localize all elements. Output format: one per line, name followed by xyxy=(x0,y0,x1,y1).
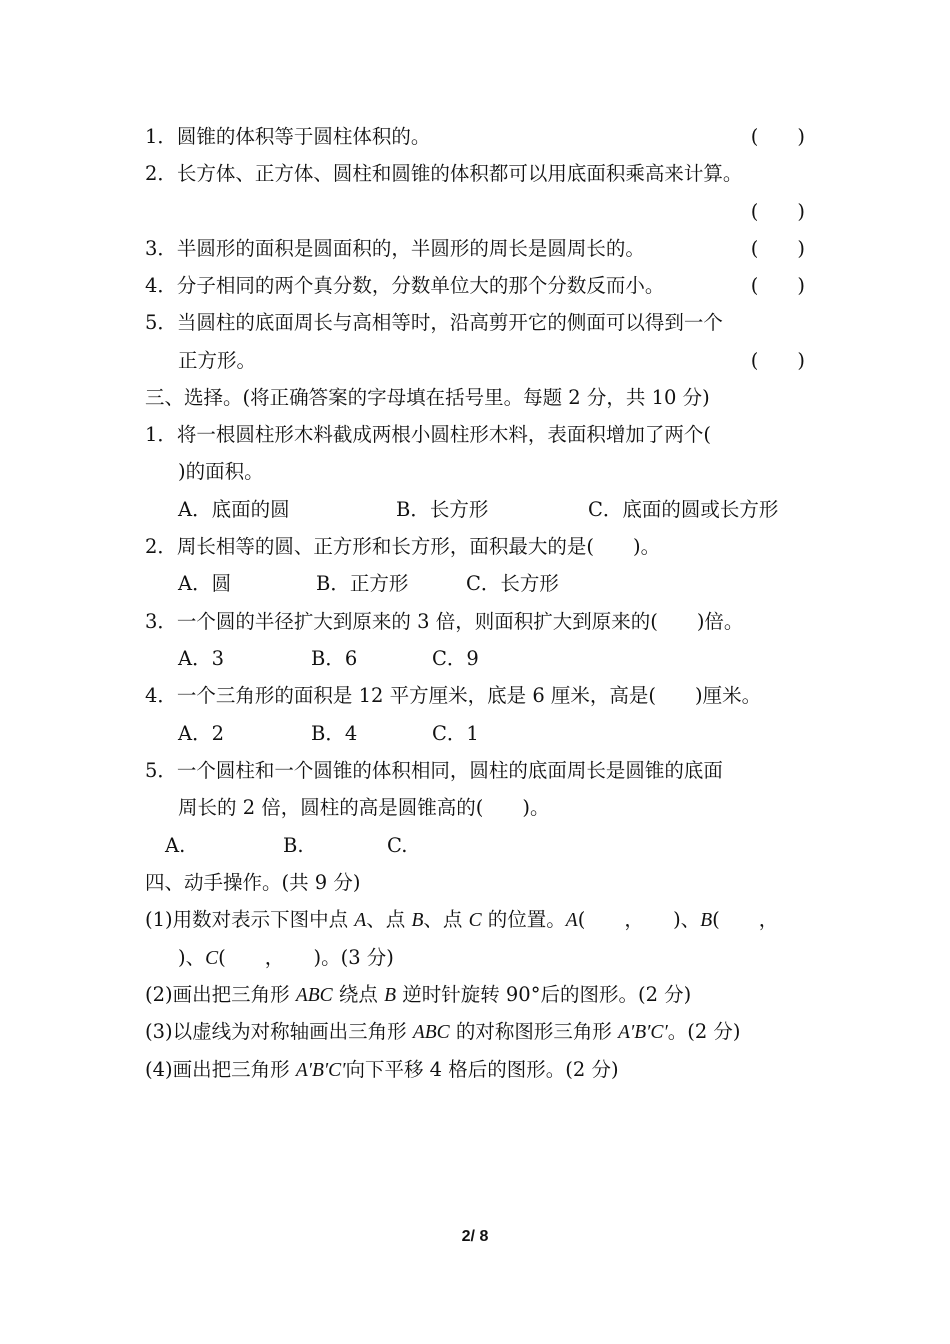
choice-q4: 4．一个三角形的面积是 12 平方厘米，底是 6 厘米，高是( )厘米。 xyxy=(145,684,762,707)
option-a: A. xyxy=(165,834,186,857)
judge-item-3 xyxy=(145,234,805,264)
operation-1-cont xyxy=(178,943,805,973)
judge-text: 正方形。 xyxy=(178,349,257,372)
option-a: A．底面的圆 xyxy=(178,498,290,521)
answer-blank: ( ， xyxy=(712,908,779,931)
option-b: B．长方形 xyxy=(396,498,489,521)
operation-4 xyxy=(145,1055,805,1085)
text: (4)画出把三角形 xyxy=(145,1058,296,1081)
judge-text: 3．半圆形的面积是圆面积的，半圆形的周长是圆周长的。 xyxy=(145,237,645,260)
point-label: B xyxy=(411,910,424,931)
option-c: C．9 xyxy=(432,647,479,670)
choice-q2-options xyxy=(178,569,805,599)
choice-q3: 3．一个圆的半径扩大到原来的 3 倍，则面积扩大到原来的( )倍。 xyxy=(145,610,744,633)
operation-2 xyxy=(145,980,805,1010)
option-b: B. xyxy=(283,834,304,857)
option-b: B．4 xyxy=(311,722,358,745)
text: (1)用数对表示下图中点 xyxy=(145,908,355,931)
text: 绕点 xyxy=(332,983,385,1006)
option-b: B．6 xyxy=(311,647,358,670)
point-label: A xyxy=(354,910,367,931)
judge-item-2 xyxy=(145,159,805,189)
judge-text: 4．分子相同的两个真分数，分数单位大的那个分数反而小。 xyxy=(145,274,665,297)
choice-q3-options xyxy=(178,644,805,674)
choice-q1: 1．将一根圆柱形木料截成两根小圆柱形木料，表面积增加了两个( xyxy=(145,423,712,446)
text: 的位置。 xyxy=(481,908,566,931)
judge-text: 2．长方体、正方体、圆柱和圆锥的体积都可以用底面积乘高来计算。 xyxy=(145,162,743,185)
triangle-label: A′B′C′ xyxy=(618,1022,668,1043)
option-b: B．正方形 xyxy=(316,572,409,595)
point-label: B xyxy=(700,910,713,931)
judge-item-2-paren-line xyxy=(145,197,805,227)
option-a: A．圆 xyxy=(178,572,232,595)
choice-q5: 5．一个圆柱和一个圆锥的体积相同，圆柱的底面周长是圆锥的底面 xyxy=(145,759,723,782)
option-c: C．1 xyxy=(432,722,479,745)
section4-heading: 四、动手操作。(共 9 分) xyxy=(145,871,361,894)
judge-item-5-cont xyxy=(178,346,805,376)
point-label: C xyxy=(468,910,482,931)
option-c: C．底面的圆或长方形 xyxy=(588,498,779,521)
choice-q5-options xyxy=(165,831,825,861)
judge-text: 5．当圆柱的底面周长与高相等时，沿高剪开它的侧面可以得到一个 xyxy=(145,311,723,334)
choice-q5-cont: 周长的 2 倍，圆柱的高是圆锥高的( )。 xyxy=(178,796,550,819)
text: (3)以虚线为对称轴画出三角形 xyxy=(145,1020,413,1043)
judge-item-5 xyxy=(145,308,805,338)
choice-q2: 2．周长相等的圆、正方形和长方形，面积最大的是( )。 xyxy=(145,535,661,558)
point-label: C xyxy=(205,948,219,969)
choice-q1-cont: )的面积。 xyxy=(178,460,264,483)
option-c: C．长方形 xyxy=(466,572,559,595)
triangle-label: ABC xyxy=(295,985,333,1006)
answer-paren: ( ) xyxy=(750,125,805,148)
option-c: C. xyxy=(387,834,408,857)
answer-paren: ( ) xyxy=(750,200,805,223)
answer-blank: ( ， )。(3 分) xyxy=(218,946,394,969)
triangle-label: ABC xyxy=(412,1022,450,1043)
text: 、点 xyxy=(366,908,412,931)
judge-item-1 xyxy=(145,122,805,152)
point-label: B xyxy=(384,985,396,1006)
text: (2)画出把三角形 xyxy=(145,983,296,1006)
judge-text: 1．圆锥的体积等于圆柱体积的。 xyxy=(145,125,431,148)
text: 。(2 分) xyxy=(667,1020,741,1043)
point-label: A xyxy=(565,910,578,931)
text: 的对称图形三角形 xyxy=(449,1020,619,1043)
choice-q4-options xyxy=(178,719,805,749)
answer-paren: ( ) xyxy=(750,237,805,260)
triangle-label: A′B′C′ xyxy=(295,1060,346,1081)
answer-paren: ( ) xyxy=(750,274,805,297)
text: 向下平移 4 格后的图形。(2 分) xyxy=(345,1058,619,1081)
option-a: A．2 xyxy=(178,722,224,745)
page-number: 2/ 8 xyxy=(461,1228,489,1245)
text: 逆时针旋转 90°后的图形。(2 分) xyxy=(396,983,692,1006)
option-a: A．3 xyxy=(178,647,224,670)
answer-paren: ( ) xyxy=(750,349,805,372)
judge-item-4 xyxy=(145,271,805,301)
answer-blank: ( ， )、 xyxy=(577,908,701,931)
text: 、点 xyxy=(423,908,469,931)
operation-3 xyxy=(145,1017,805,1047)
operation-1 xyxy=(145,905,805,935)
choice-q1-options xyxy=(178,495,805,525)
text: )、 xyxy=(178,946,206,969)
section3-heading: 三、选择。(将正确答案的字母填在括号里。每题 2 分，共 10 分) xyxy=(145,386,710,409)
